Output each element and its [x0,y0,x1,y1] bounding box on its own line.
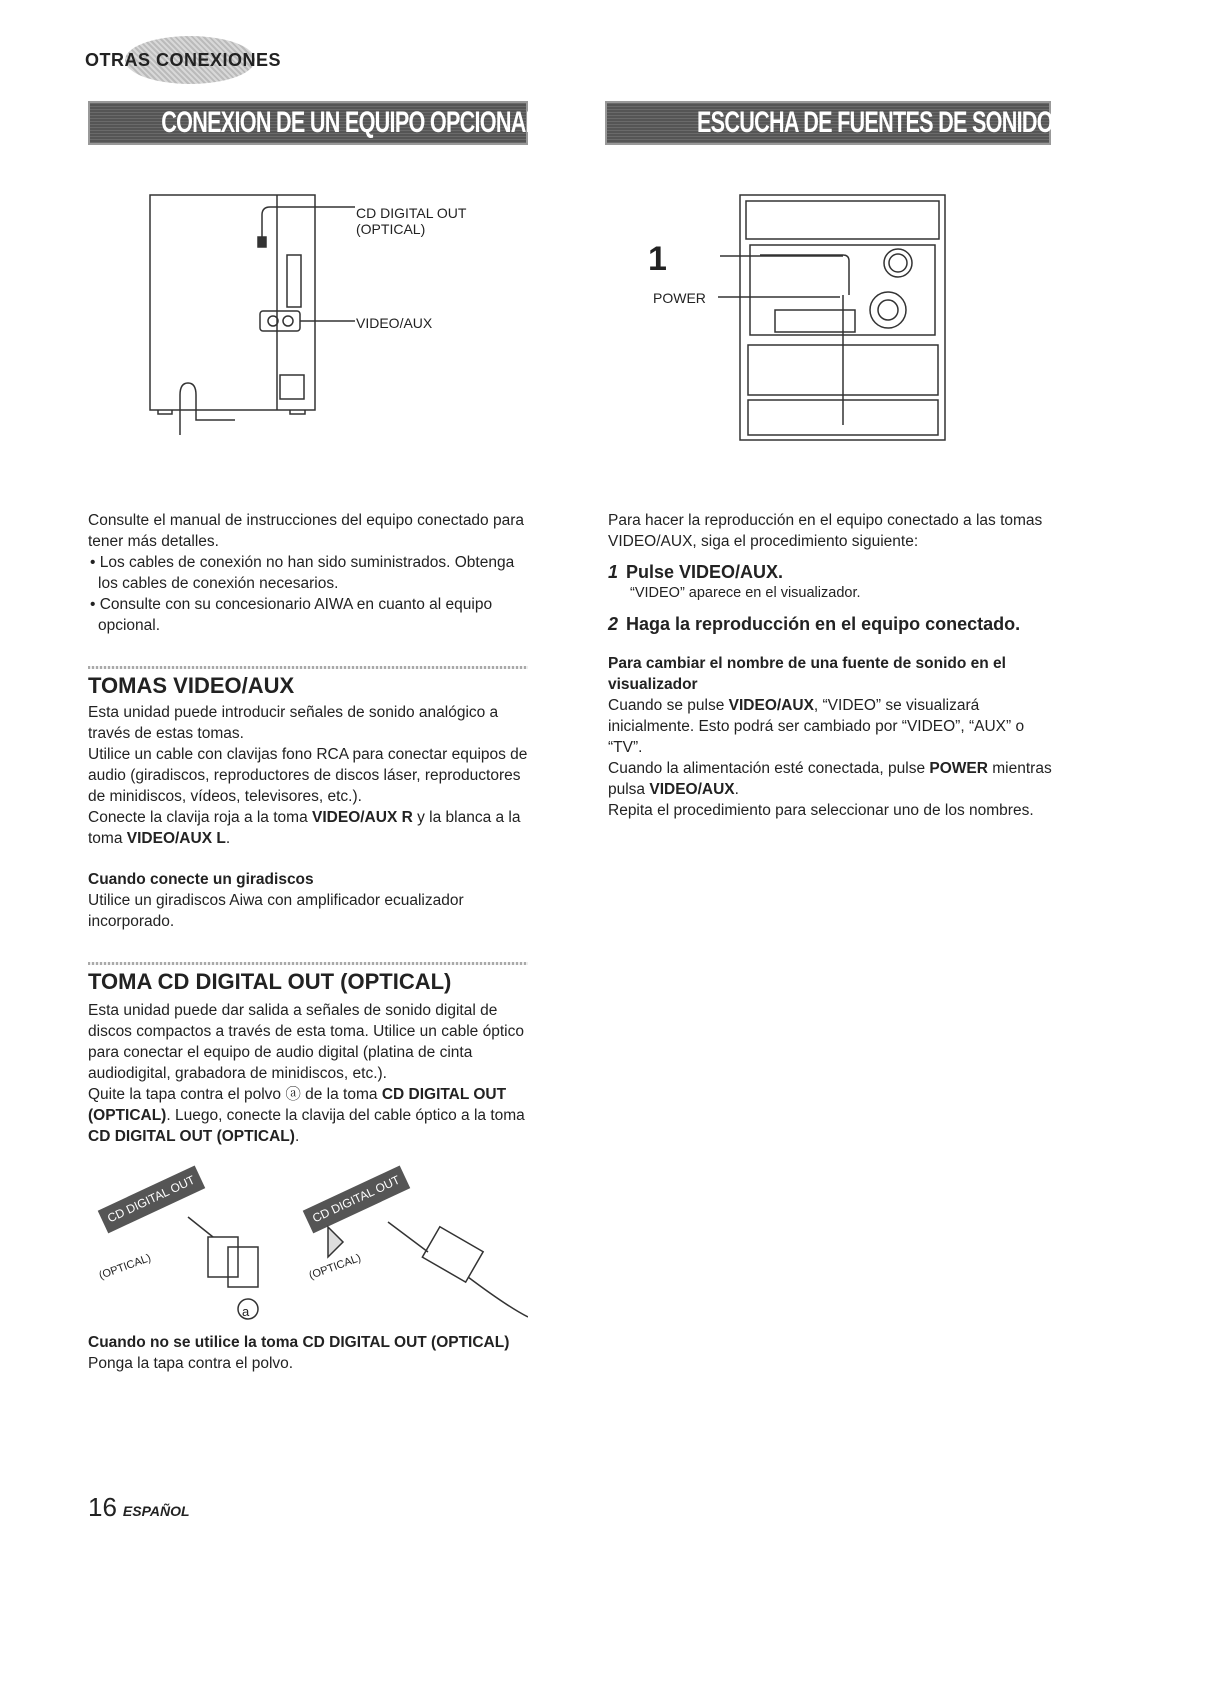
banner-right [605,101,1171,145]
heading-cd-digital-out: TOMA CD DIGITAL OUT (OPTICAL) [88,969,452,994]
fig-label-optical-1: (OPTICAL) [97,1252,153,1282]
step-2: 2 Haga la reproducción en el equipo conectado. [608,614,1021,634]
label-cd-digital-out: CD DIGITAL OUT (OPTICAL) [356,205,467,237]
stereo-unit-diagram [700,185,960,460]
tomas-paragraph-1: Esta unidad puede introducir señales de sonido analógico a través de estas tomas. [88,704,499,742]
section-header [85,50,281,71]
fig-label-a: a [242,1304,250,1319]
fig-label-cd-digital-out-2: CD DIGITAL OUT [303,1166,410,1234]
banner-left-text: CONEXION DE UN EQUIPO OPCIONAL [161,106,539,139]
heading-tomas-video-aux: TOMAS VIDEO/AUX [88,673,295,698]
callout-step-1: 1 [648,240,667,278]
subheading-no-optical: Cuando no se utilice la toma CD DIGITAL OUT (OPTICAL) [88,1334,510,1351]
fig-label-optical-2: (OPTICAL) [307,1252,363,1282]
intro-text: Consulte el manual de instrucciones del equipo conectado para tener más detalles. [88,512,525,550]
fig-label-cd-digital-out-1: CD DIGITAL OUT [98,1166,205,1234]
subheading-giradiscos: Cuando conecte un giradiscos [88,871,314,888]
cd-paragraph-3: Ponga la tapa contra el polvo. [88,1355,294,1372]
right-column [608,510,1058,821]
cd-paragraph-1: Esta unidad puede dar salida a señales de sonido digital de discos compactos a través de esta toma. Utilice un cable óptico para conectar el equipo de audio digital (platina de cinta audiodigital, grabadora de minidiscos, etc.). [88,1002,524,1082]
rename-paragraph-2: Cuando la alimentación esté conectada, pulse POWER mientras pulsa VIDEO/AUX. [608,760,1052,798]
section-title: OTRAS CONEXIONES [85,50,282,70]
rename-paragraph-3: Repita el procedimiento para seleccionar uno de los nombres. [608,802,1034,819]
banner-right-text: ESCUCHA DE FUENTES DE SONIDO EXTERNAS [696,106,1171,139]
rename-paragraph-1: Cuando se pulse VIDEO/AUX, “VIDEO” se visualizará inicialmente. Esto podrá ser cambiado por “VIDEO”, “AUX” o “TV”. [608,697,1025,756]
step-1: 1 Pulse VIDEO/AUX. [608,562,784,582]
optical-connection-figure [88,1157,528,1332]
subheading-rename: Para cambiar el nombre de una fuente de sonido en el visualizador [608,655,1006,693]
language-label: ESPAÑOL [122,1503,190,1519]
tomas-paragraph-2: Utilice un cable con clavijas fono RCA para conectar equipos de audio (giradiscos, reproductores de discos láser, reproductores de minidiscos, vídeos, televisores, etc.). [88,746,528,805]
right-intro: Para hacer la reproducción en el equipo conectado a las tomas VIDEO/AUX, siga el procedimiento siguiente: [608,512,1043,550]
label-power: POWER [653,290,706,306]
step-1-note: “VIDEO” aparece en el visualizador. [630,585,861,601]
divider [88,666,528,669]
bullet-dealer: • Consulte con su concesionario AIWA en cuanto al equipo opcional. [90,596,493,634]
divider [88,962,528,965]
tomas-paragraph-4: Utilice un giradiscos Aiwa con amplificador ecualizador incorporado. [88,892,464,930]
banner-left [88,101,539,145]
cd-paragraph-2: Quite la tapa contra el polvo ⓐ de la toma CD DIGITAL OUT (OPTICAL). Luego, conecte la clavija del cable óptico a la toma CD DIGITAL OUT (OPTICAL). [88,1086,525,1145]
rear-panel-diagram [140,185,360,445]
left-column [88,510,528,1374]
page-footer [88,1492,190,1523]
label-video-aux: VIDEO/AUX [356,315,433,331]
bullet-cables: • Los cables de conexión no han sido suministrados. Obtenga los cables de conexión necesarios. [90,554,515,592]
plug-illustration [148,1197,528,1327]
tomas-paragraph-3: Conecte la clavija roja a la toma VIDEO/AUX R y la blanca a la toma VIDEO/AUX L. [88,809,521,847]
page-number: 16 [88,1492,117,1522]
